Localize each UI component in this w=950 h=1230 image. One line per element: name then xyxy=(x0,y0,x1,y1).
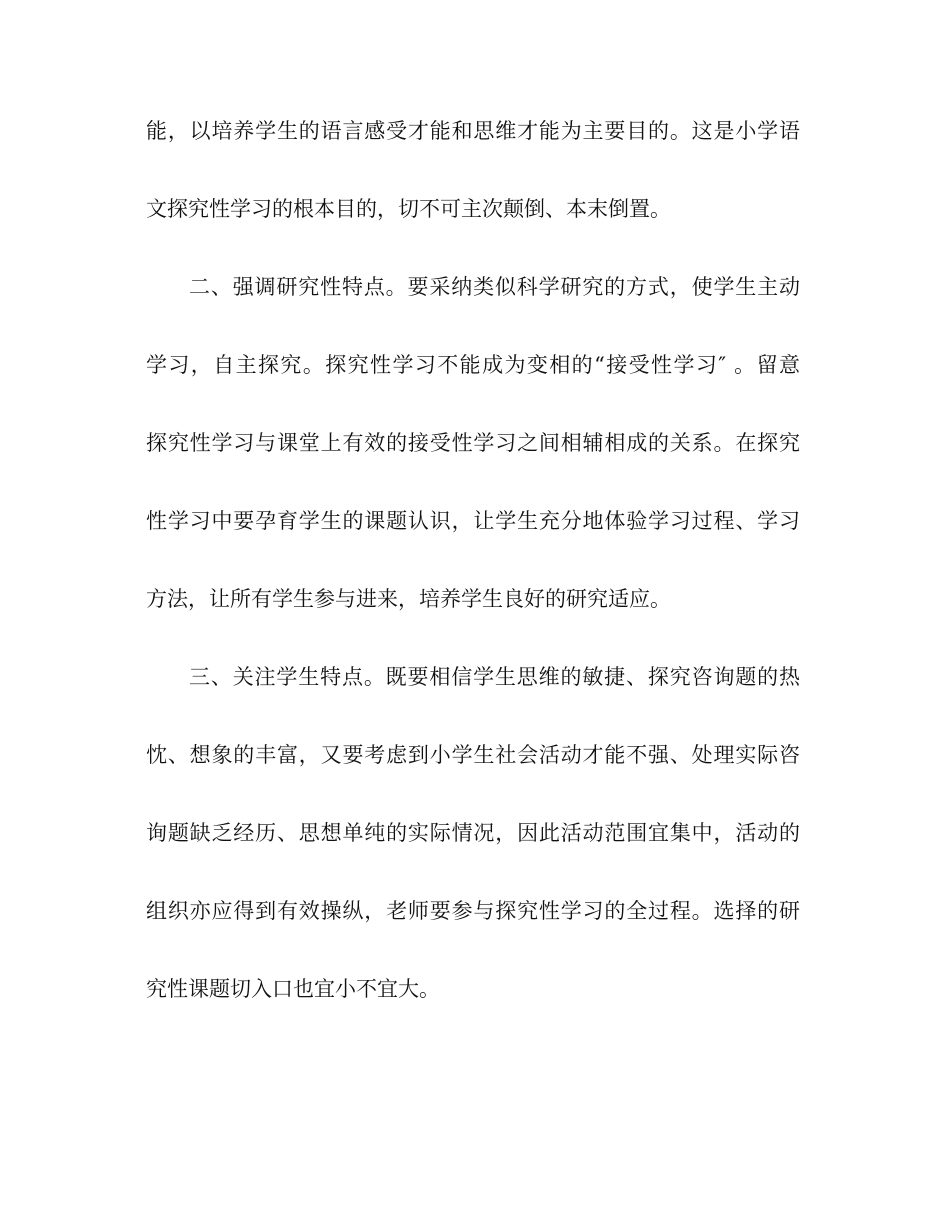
paragraph-line: 询题缺乏经历、思想单纯的实际情况，因此活动范围宜集中，活动的 xyxy=(146,821,800,845)
paragraph-line: 三、关注学生特点。既要相信学生思维的敏捷、探究咨询题的热 xyxy=(189,665,800,689)
paragraph-line: 忱、想象的丰富，又要考虑到小学生社会活动才能不强、处理实际咨 xyxy=(146,743,800,767)
document-body xyxy=(146,118,800,1003)
paragraph-line: 方法，让所有学生参与进来，培养学生良好的研究适应。 xyxy=(146,587,671,611)
paragraph-line: 能，以培养学生的语言感受才能和思维才能为主要目的。这是小学语 xyxy=(146,119,800,143)
paragraph-line: 探究性学习与课堂上有效的接受性学习之间相辅相成的关系。在探究 xyxy=(146,431,800,455)
paragraph-line: 性学习中要孕育学生的课题认识，让学生充分地体验学习过程、学习 xyxy=(146,509,800,533)
paragraph-line: 文探究性学习的根本目的，切不可主次颠倒、本末倒置。 xyxy=(146,197,671,221)
paragraph-line: 究性课题切入口也宜小不宜大。 xyxy=(146,977,440,1001)
paragraph-line: 组织亦应得到有效操纵，老师要参与探究性学习的全过程。选择的研 xyxy=(146,899,800,923)
paragraph-line: 学习，自主探究。探究性学习不能成为变相的“接受性学习″ 。留意 xyxy=(146,353,800,377)
paragraph-line: 二、强调研究性特点。要采纳类似科学研究的方式，使学生主动 xyxy=(189,275,800,299)
